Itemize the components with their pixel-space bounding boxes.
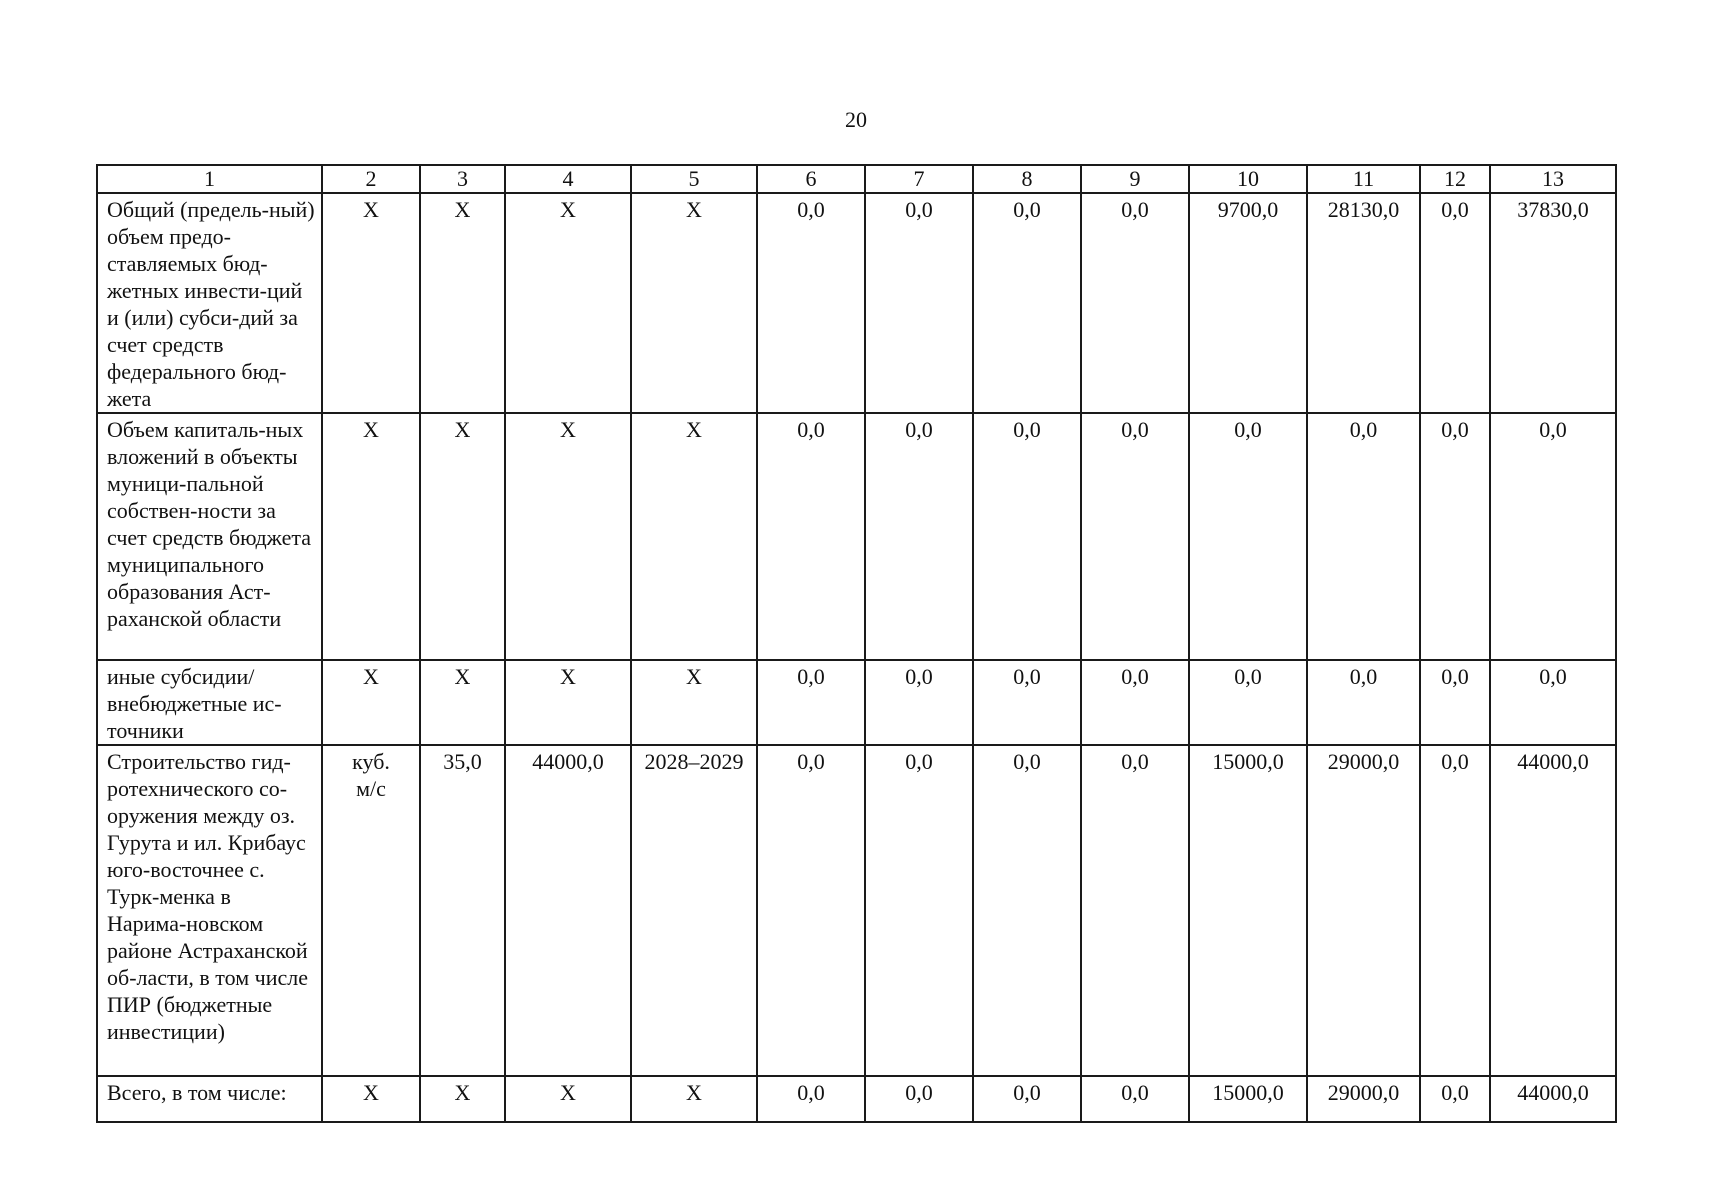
period-cell: Х xyxy=(631,413,757,660)
value-cell: 0,0 xyxy=(757,413,865,660)
value-cell: 0,0 xyxy=(973,745,1081,1076)
total-value-cell: 0,0 xyxy=(1490,413,1616,660)
unit-cell: Х xyxy=(322,413,420,660)
value-cell: 15000,0 xyxy=(1189,1076,1307,1122)
row-name-cell: иные субсидии/ внебюджетные ис-точники xyxy=(97,660,322,745)
unit-cell: Х xyxy=(322,660,420,745)
value-cell: 0,0 xyxy=(973,660,1081,745)
value-cell: 0,0 xyxy=(1307,660,1420,745)
capacity-cell: Х xyxy=(420,660,505,745)
period-cell: Х xyxy=(631,193,757,413)
value-cell: 0,0 xyxy=(757,1076,865,1122)
value-cell: 0,0 xyxy=(1081,193,1189,413)
row-name-cell: Строительство гид-ротехнического со-оружения между оз. Гурута и ил. Крибаус юго-восточнее с. Турк-менка в Нарима-новском районе Астраханской об-ласти, в том числе ПИР (бюджетные инвестиции) xyxy=(97,745,322,1076)
total-value-cell: 44000,0 xyxy=(1490,1076,1616,1122)
column-header: 2 xyxy=(322,165,420,193)
table-row xyxy=(97,413,1616,660)
period-cell: Х xyxy=(631,660,757,745)
value-cell: 0,0 xyxy=(973,413,1081,660)
unit-cell: Х xyxy=(322,1076,420,1122)
value-cell: 0,0 xyxy=(865,660,973,745)
capacity-cell: 35,0 xyxy=(420,745,505,1076)
value-cell: 0,0 xyxy=(973,193,1081,413)
unit-cell xyxy=(322,745,420,1076)
value-cell: 0,0 xyxy=(1189,413,1307,660)
column-header: 6 xyxy=(757,165,865,193)
row-name-cell: Общий (предель-ный) объем предо-ставляемых бюд-жетных инвести-ций и (или) субси-дий за счет средств федерального бюд-жета xyxy=(97,193,322,413)
value-cell: 28130,0 xyxy=(1307,193,1420,413)
estimated-cost-cell: Х xyxy=(505,413,631,660)
column-header: 1 xyxy=(97,165,322,193)
column-header: 3 xyxy=(420,165,505,193)
value-cell: 0,0 xyxy=(757,660,865,745)
column-header: 7 xyxy=(865,165,973,193)
value-cell: 0,0 xyxy=(865,745,973,1076)
value-cell: 0,0 xyxy=(1420,745,1490,1076)
page-number: 20 xyxy=(845,107,867,132)
value-cell: 0,0 xyxy=(865,193,973,413)
column-header: 10 xyxy=(1189,165,1307,193)
column-header: 13 xyxy=(1490,165,1616,193)
table-row xyxy=(97,1076,1616,1122)
row-name-cell: Объем капиталь-ных вложений в объекты муници-пальной собствен-ности за счет средств бюджета муниципального образования Аст-раханской области xyxy=(97,413,322,660)
estimated-cost-cell: Х xyxy=(505,660,631,745)
column-header: 9 xyxy=(1081,165,1189,193)
budget-table xyxy=(96,164,1617,1123)
value-cell: 0,0 xyxy=(865,413,973,660)
table-row xyxy=(97,193,1616,413)
table-row xyxy=(97,745,1616,1076)
estimated-cost-cell: 44000,0 xyxy=(505,745,631,1076)
value-cell: 0,0 xyxy=(1307,413,1420,660)
estimated-cost-cell: Х xyxy=(505,193,631,413)
value-cell: 0,0 xyxy=(1081,413,1189,660)
row-name-cell: Всего, в том числе: xyxy=(97,1076,322,1122)
period-cell: 2028–2029 xyxy=(631,745,757,1076)
column-header: 5 xyxy=(631,165,757,193)
value-cell: 29000,0 xyxy=(1307,745,1420,1076)
estimated-cost-cell: Х xyxy=(505,1076,631,1122)
value-cell: 0,0 xyxy=(865,1076,973,1122)
value-cell: 0,0 xyxy=(973,1076,1081,1122)
unit-text: куб. м/с xyxy=(352,749,390,801)
value-cell: 0,0 xyxy=(757,745,865,1076)
table-row xyxy=(97,660,1616,745)
column-header: 11 xyxy=(1307,165,1420,193)
value-cell: 0,0 xyxy=(1420,413,1490,660)
value-cell: 0,0 xyxy=(1081,1076,1189,1122)
period-cell: Х xyxy=(631,1076,757,1122)
value-cell: 0,0 xyxy=(757,193,865,413)
capacity-cell: Х xyxy=(420,193,505,413)
value-cell: 0,0 xyxy=(1420,660,1490,745)
value-cell: 29000,0 xyxy=(1307,1076,1420,1122)
capacity-cell: Х xyxy=(420,1076,505,1122)
value-cell: 0,0 xyxy=(1081,745,1189,1076)
column-header: 8 xyxy=(973,165,1081,193)
unit-cell: Х xyxy=(322,193,420,413)
total-value-cell: 44000,0 xyxy=(1490,745,1616,1076)
total-value-cell: 0,0 xyxy=(1490,660,1616,745)
value-cell: 0,0 xyxy=(1420,1076,1490,1122)
column-header: 12 xyxy=(1420,165,1490,193)
value-cell: 0,0 xyxy=(1189,660,1307,745)
total-value-cell: 37830,0 xyxy=(1490,193,1616,413)
capacity-cell: Х xyxy=(420,413,505,660)
value-cell: 15000,0 xyxy=(1189,745,1307,1076)
value-cell: 9700,0 xyxy=(1189,193,1307,413)
column-header: 4 xyxy=(505,165,631,193)
value-cell: 0,0 xyxy=(1420,193,1490,413)
column-number-row xyxy=(97,165,1616,193)
value-cell: 0,0 xyxy=(1081,660,1189,745)
